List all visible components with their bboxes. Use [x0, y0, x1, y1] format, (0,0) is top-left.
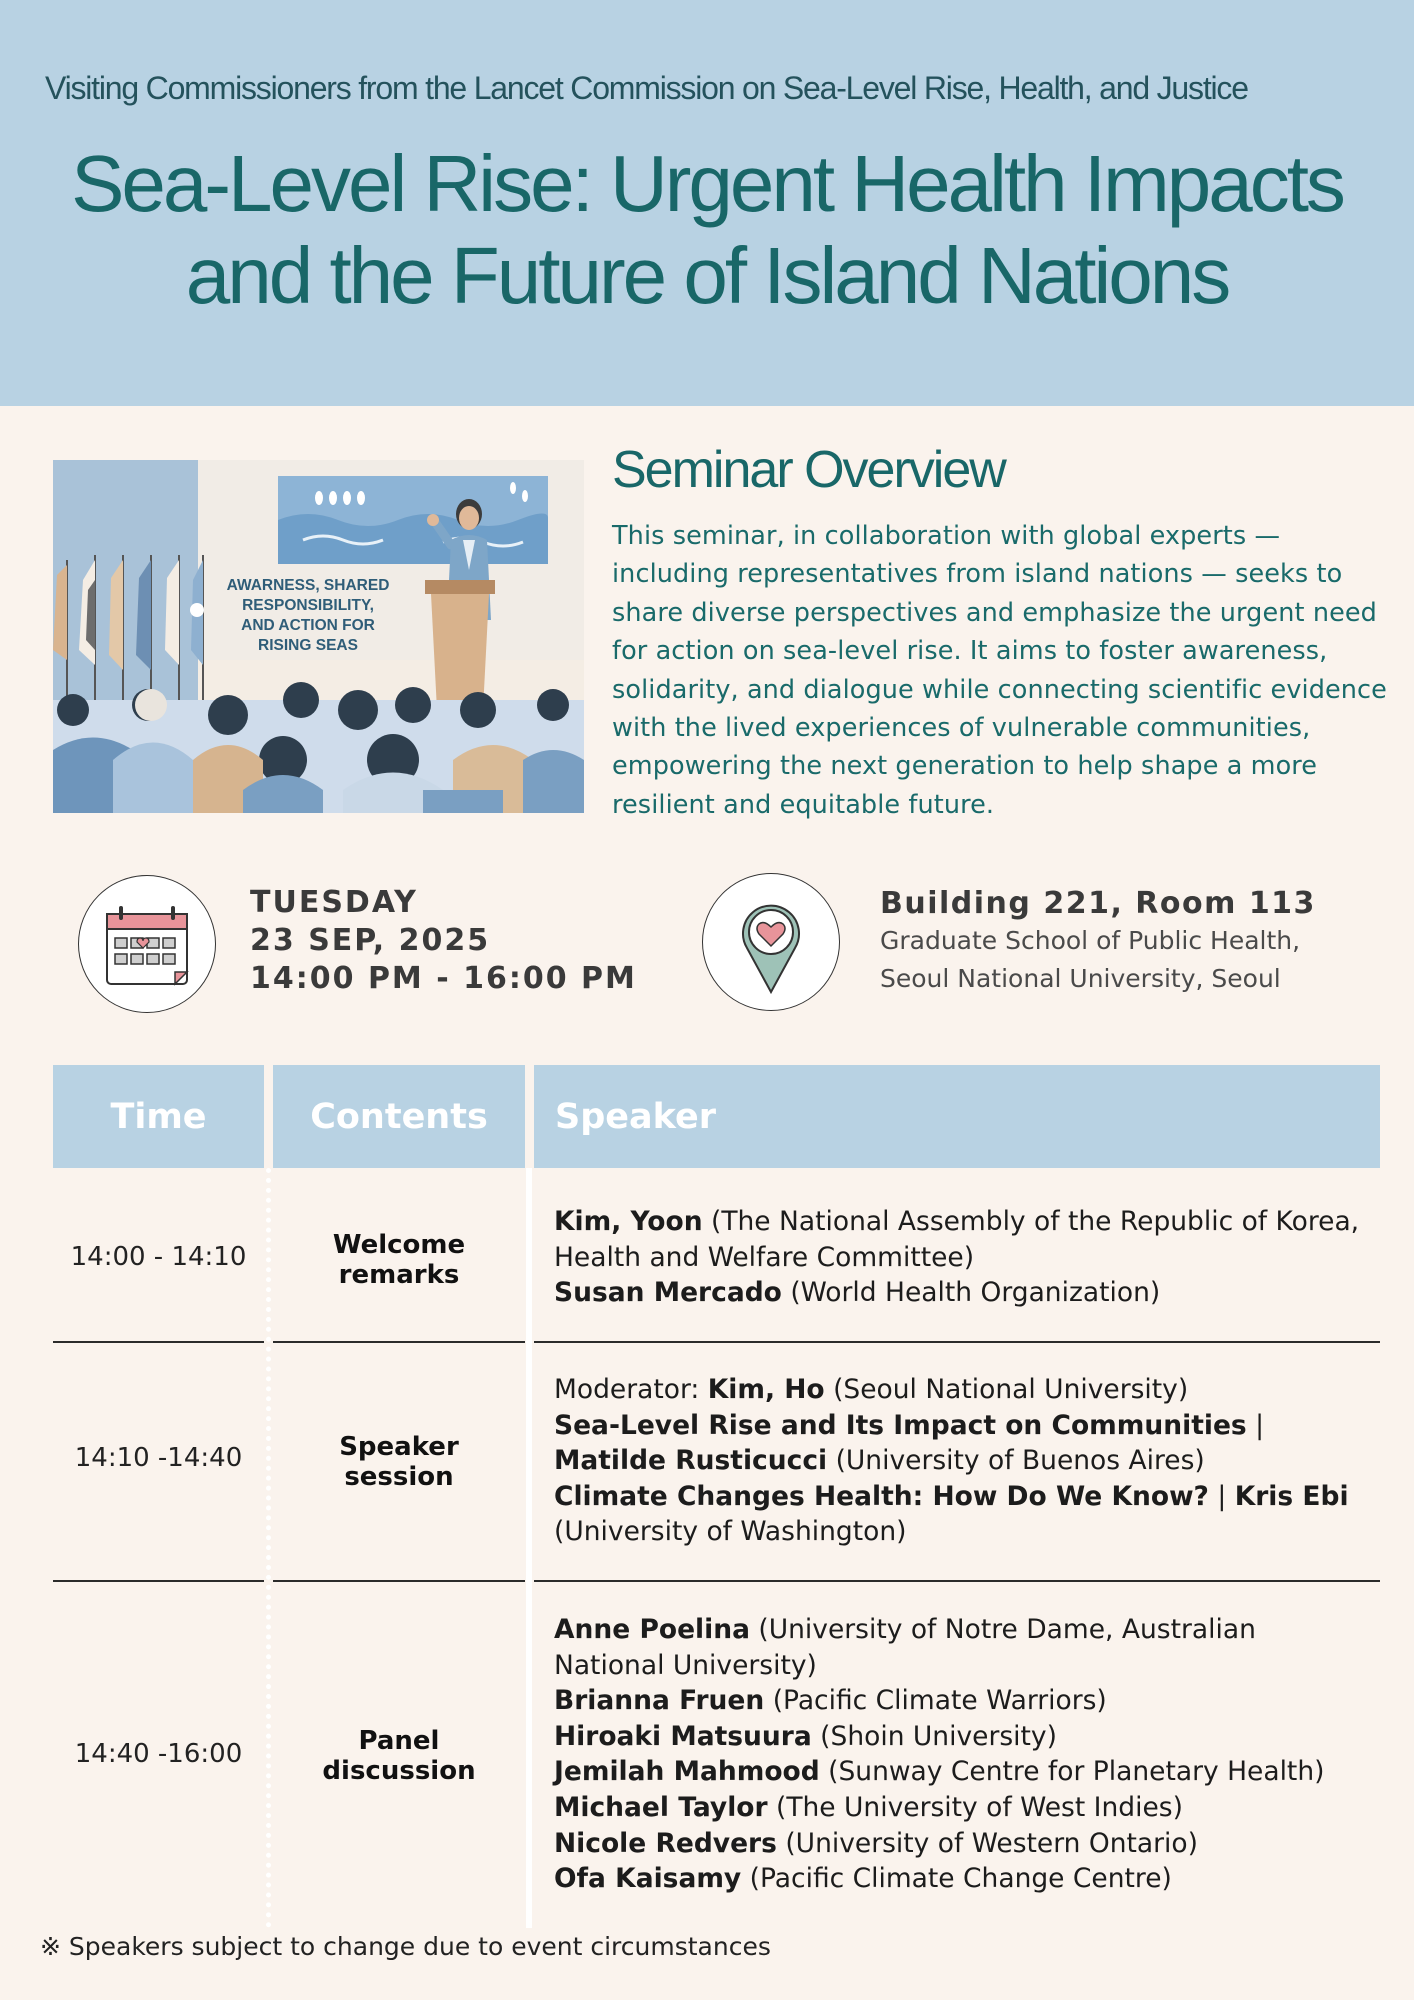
talk-separator: | — [1246, 1409, 1265, 1441]
banner-text-line1: AWARNESS, SHARED — [226, 577, 390, 594]
speaker-affiliation: (The University of West Indies) — [767, 1791, 1183, 1823]
speaker-affiliation: (Shoin University) — [811, 1720, 1057, 1752]
talk-entry — [554, 1479, 1374, 1550]
overview-title: Seminar Overview — [612, 441, 1005, 499]
talk-title: Climate Changes Health: How Do We Know? — [554, 1480, 1209, 1512]
location-circle — [702, 873, 840, 1011]
speaker-entry — [554, 1275, 1374, 1311]
speaker-entry — [554, 1719, 1374, 1755]
column-header-speaker: Speaker — [534, 1065, 1380, 1168]
speaker-affiliation: (Pacific Climate Warriors) — [764, 1685, 1107, 1717]
row-divider — [53, 1341, 264, 1343]
row-time-speaker-session: 14:10 -14:40 — [74, 1443, 243, 1473]
contents-line2: remarks — [338, 1260, 460, 1290]
banner-text-line2: RESPONSIBILITY, — [242, 597, 374, 614]
speaker-name: Jemilah Mahmood — [554, 1756, 820, 1788]
row-contents-panel — [273, 1726, 525, 1786]
row-speakers-speaker-session — [554, 1372, 1374, 1550]
talk-title: Sea-Level Rise and Its Impact on Communities — [554, 1409, 1247, 1441]
venue-line2: Seoul National University, Seoul — [880, 964, 1281, 993]
row-speakers-panel — [554, 1612, 1374, 1897]
event-subtitle: Visiting Commissioners from the Lancet Commission on Sea-Level Rise, Health, and Justice — [45, 70, 1248, 106]
event-title-line2: and the Future of Island Nations — [185, 231, 1229, 320]
header-banner — [0, 0, 1414, 406]
row-divider — [53, 1580, 264, 1582]
event-date: 23 SEP, 2025 — [250, 923, 491, 958]
speaker-entry — [554, 1790, 1374, 1826]
moderator-entry — [554, 1372, 1374, 1408]
column-header-contents: Contents — [273, 1065, 525, 1168]
banner-text-line3: AND ACTION FOR — [241, 617, 375, 634]
speaker-name: Ofa Kaisamy — [554, 1863, 742, 1895]
contents-line1: Panel — [358, 1726, 440, 1756]
calendar-icon — [79, 876, 215, 1012]
moderator-name: Kim, Ho — [707, 1374, 825, 1405]
row-contents-speaker-session — [273, 1432, 525, 1492]
speaker-affiliation: (The National Assembly of the Republic of Korea, Health and Welfare Committee) — [554, 1206, 1360, 1273]
contents-line2: discussion — [322, 1756, 476, 1786]
speaker-name: Anne Poelina — [554, 1614, 750, 1645]
talk-entry — [554, 1408, 1374, 1479]
speaker-name: Matilde Rusticucci — [554, 1445, 828, 1477]
row-divider — [273, 1341, 525, 1343]
event-day: TUESDAY — [250, 885, 418, 920]
column-divider-solid — [526, 1168, 532, 1928]
row-divider — [534, 1580, 1380, 1582]
speaker-affiliation: (University of Washington) — [554, 1516, 907, 1548]
moderator-label: Moderator: — [554, 1374, 708, 1405]
moderator-affiliation: (Seoul National University) — [824, 1374, 1189, 1405]
speaker-name: Michael Taylor — [554, 1791, 768, 1823]
row-speakers-welcome — [554, 1204, 1374, 1311]
banner-text-line4: RISING SEAS — [258, 637, 358, 654]
seminar-illustration — [53, 460, 584, 813]
column-header-time: Time — [53, 1065, 264, 1168]
speaker-affiliation: (Sunway Centre for Planetary Health) — [819, 1756, 1325, 1788]
speaker-affiliation: (University of Notre Dame, Australian National University) — [554, 1614, 1256, 1681]
calendar-circle — [78, 875, 216, 1013]
contents-line2: session — [344, 1462, 454, 1492]
event-datetime — [250, 884, 637, 998]
speaker-name: Brianna Fruen — [554, 1685, 765, 1717]
talk-separator: | — [1208, 1480, 1235, 1512]
row-divider — [534, 1341, 1380, 1343]
row-divider — [273, 1580, 525, 1582]
speaker-affiliation: (World Health Organization) — [781, 1277, 1161, 1309]
row-time-panel: 14:40 -16:00 — [74, 1739, 243, 1769]
speaker-name: Kris Ebi — [1234, 1480, 1349, 1512]
speaker-name: Susan Mercado — [554, 1277, 782, 1309]
speaker-name: Hiroaki Matsuura — [554, 1720, 812, 1752]
speaker-affiliation: (University of Western Ontario) — [776, 1827, 1198, 1859]
speaker-name: Nicole Redvers — [554, 1827, 777, 1859]
speaker-entry — [554, 1754, 1374, 1790]
row-time-welcome: 14:00 - 14:10 — [70, 1242, 247, 1272]
speaker-entry — [554, 1826, 1374, 1862]
speaker-entry — [554, 1683, 1374, 1719]
speaker-affiliation: (University of Buenos Aires) — [827, 1445, 1205, 1477]
venue-name: Building 221, Room 113 — [880, 886, 1316, 921]
speaker-entry — [554, 1861, 1374, 1897]
event-time: 14:00 PM - 16:00 PM — [250, 961, 637, 996]
speaker-affiliation: (Pacific Climate Change Centre) — [741, 1863, 1172, 1895]
speaker-entry — [554, 1204, 1374, 1275]
location-pin-icon — [703, 874, 839, 1010]
speaker-name: Kim, Yoon — [554, 1206, 703, 1237]
contents-line1: Welcome — [332, 1230, 466, 1260]
event-title — [20, 138, 1394, 322]
row-contents-welcome — [273, 1230, 525, 1290]
venue-line1: Graduate School of Public Health, — [880, 926, 1301, 955]
footnote: ※ Speakers subject to change due to event circumstances — [40, 1932, 771, 1961]
contents-line1: Speaker — [339, 1432, 459, 1462]
overview-text: This seminar, in collaboration with global experts — including representatives from island nations — seeks to share diverse perspectives and emphasize the urgent need for action on sea-level rise. It aims to foster awareness, solidarity, and dialogue while connecting scientific evidence with the lived experiences of vulnerable communities, empowering the next generation to help shape a more resilient and equitable future. — [612, 521, 1387, 820]
speaker-entry — [554, 1612, 1374, 1683]
event-title-line1: Sea-Level Rise: Urgent Health Impacts — [71, 139, 1343, 228]
column-divider-dotted — [266, 1168, 271, 1928]
